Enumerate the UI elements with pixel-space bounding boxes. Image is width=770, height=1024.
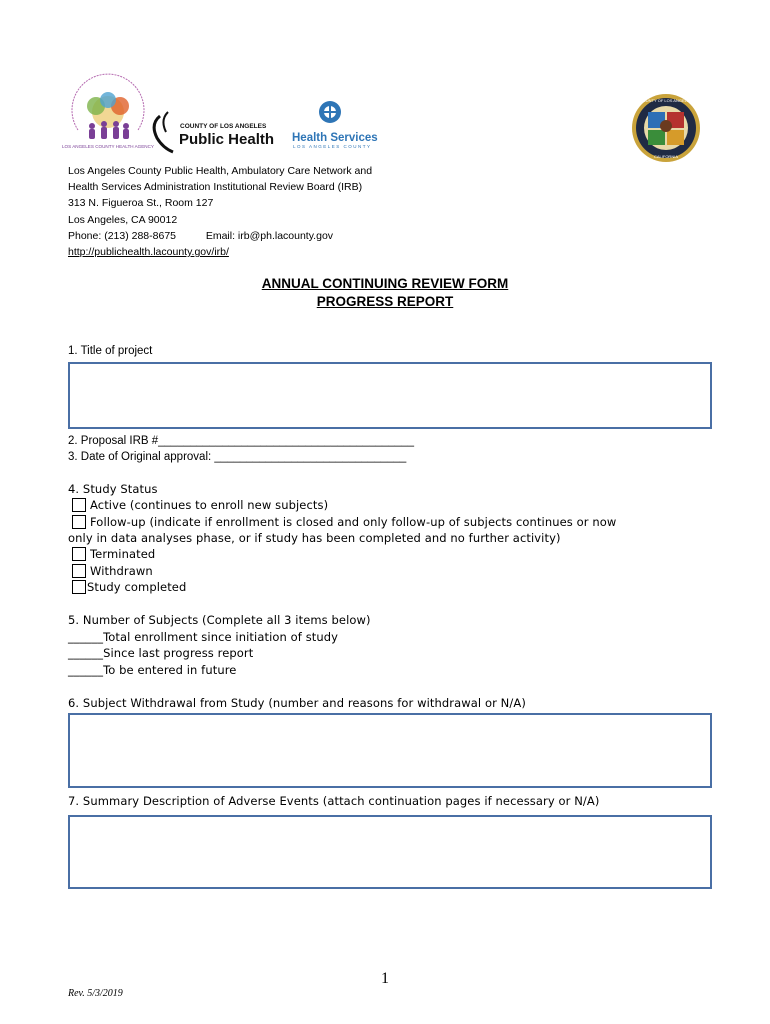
terminated-checkbox[interactable] [72, 547, 86, 561]
withdrawn-checkbox[interactable] [72, 564, 86, 578]
status-option-completed[interactable] [72, 580, 186, 594]
q2-irb-number[interactable]: 2. Proposal IRB #________________________________________ [68, 435, 414, 447]
status-option-active[interactable] [72, 498, 328, 512]
address-line-1: Los Angeles County Public Health, Ambulatory Care Network and [68, 165, 373, 177]
followup-checkbox[interactable] [72, 515, 86, 529]
q5-label: 5. Number of Subjects (Complete all 3 items below) [68, 613, 371, 627]
completed-checkbox[interactable] [72, 580, 86, 594]
adverse-events-field[interactable] [68, 815, 712, 889]
page-number: 1 [381, 970, 389, 987]
address-line-4: Los Angeles, CA 90012 [68, 213, 178, 226]
status-option-followup[interactable] [72, 515, 616, 529]
followup-label-continued: only in data analyses phase, or if study has been completed and no further activity) [68, 531, 561, 545]
q3-approval-date[interactable]: 3. Date of Original approval: ______________________________ [68, 451, 407, 463]
active-checkbox[interactable] [72, 498, 86, 512]
project-title-field[interactable] [68, 362, 712, 429]
withdrawal-field[interactable] [68, 713, 712, 788]
svg-text:COUNTY OF LOS ANGELES: COUNTY OF LOS ANGELES [180, 123, 267, 130]
svg-text:Health Services: Health Services [292, 132, 378, 144]
phone-text: Phone: (213) 288-8675 [68, 229, 176, 242]
completed-label: Study completed [87, 580, 187, 594]
health-services-logo [292, 101, 378, 149]
address-line-3: 313 N. Figueroa St., Room 127 [68, 197, 214, 210]
logo-header [0, 0, 770, 165]
q4-label: 4. Study Status [68, 482, 158, 496]
revision-date: Rev. 5/3/2019 [68, 988, 123, 999]
contact-line [68, 228, 372, 244]
status-option-terminated[interactable] [72, 547, 155, 561]
address-line-2: Health Services Administration Institutional Review Board (IRB) [68, 181, 363, 194]
subjects-total-field[interactable]: ______Total enrollment since initiation of study [68, 630, 339, 644]
form-title: ANNUAL CONTINUING REVIEW FORM [261, 276, 509, 291]
followup-label: Follow-up (indicate if enrollment is closed and only follow-up of subjects continues or now [90, 515, 617, 529]
address-block [68, 163, 372, 260]
svg-text:LOS ANGELES COUNTY: LOS ANGELES COUNTY [293, 144, 372, 149]
q1-label: 1. Title of project [68, 345, 153, 357]
svg-text:LOS ANGELES COUNTY HEALTH AGEN: LOS ANGELES COUNTY HEALTH AGENCY [62, 144, 154, 149]
status-option-withdrawn[interactable] [72, 564, 153, 578]
withdrawn-label: Withdrawn [90, 564, 153, 578]
subjects-since-field[interactable]: ______Since last progress report [68, 646, 254, 660]
form-subtitle: PROGRESS REPORT [316, 294, 454, 309]
q6-label: 6. Subject Withdrawal from Study (number and reasons for withdrawal or N/A) [68, 696, 526, 710]
q7-label: 7. Summary Description of Adverse Events (attach continuation pages if necessary or N/A) [68, 794, 600, 808]
county-seal-logo [632, 94, 700, 162]
irb-website-link[interactable]: http://publichealth.lacounty.gov/irb/ [68, 246, 229, 259]
active-label: Active (continues to enroll new subjects) [90, 498, 329, 512]
subjects-future-field[interactable]: ______To be entered in future [68, 663, 237, 677]
svg-text:COUNTY OF LOS ANGELES: COUNTY OF LOS ANGELES [639, 98, 693, 103]
health-agency-logo [62, 74, 154, 149]
svg-text:Public Health: Public Health [179, 131, 275, 148]
public-health-logo [154, 112, 274, 152]
terminated-label: Terminated [90, 547, 156, 561]
email-text: Email: irb@ph.lacounty.gov [205, 229, 334, 242]
svg-text:CALIFORNIA: CALIFORNIA [653, 154, 679, 159]
